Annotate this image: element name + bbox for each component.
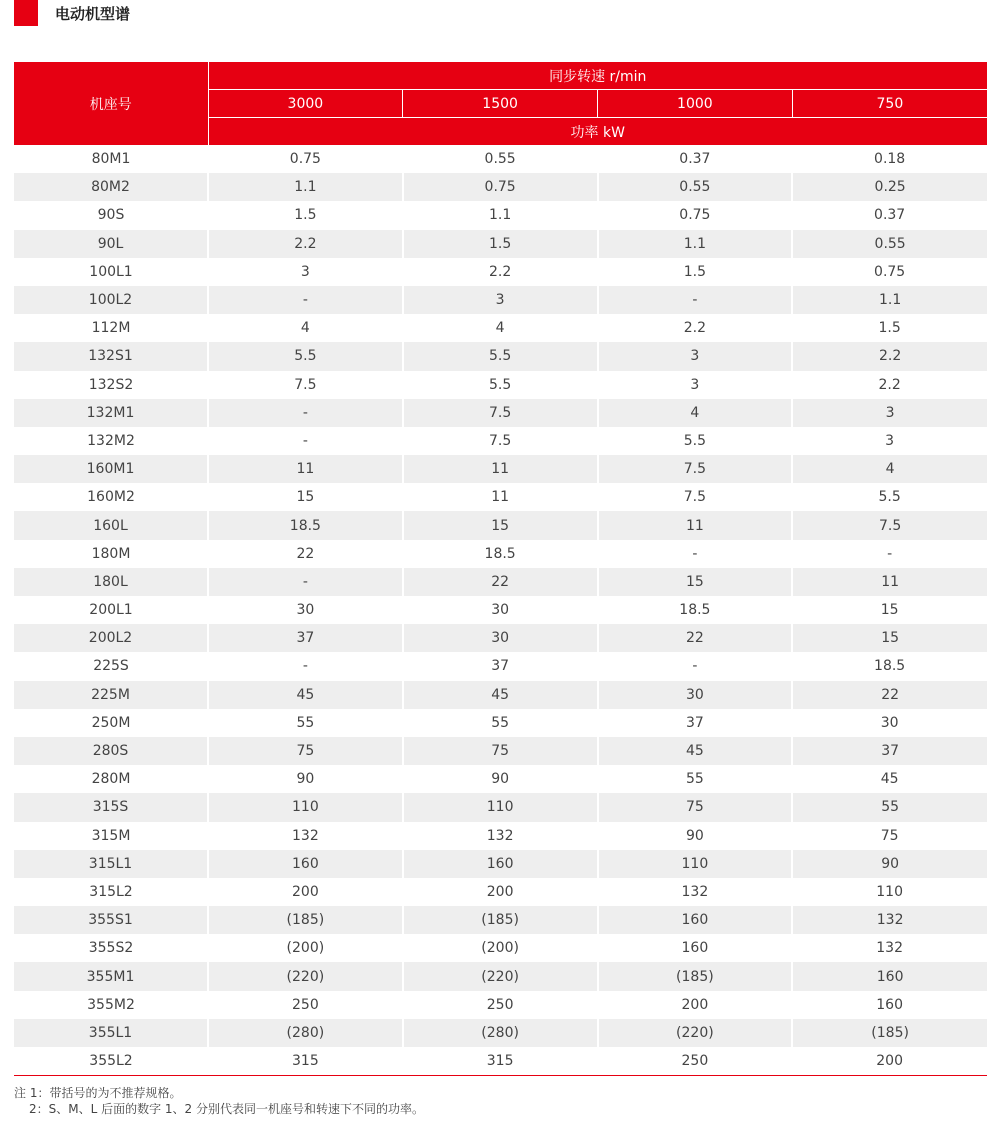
power-cell: 18.5 [484, 545, 516, 562]
power-cell: (185) [598, 962, 793, 990]
table-row [14, 399, 987, 427]
table-row [14, 201, 987, 229]
power-cell: 315 [403, 1047, 598, 1076]
power-cell: 18.5 [679, 602, 711, 619]
model-cell: 80M2 [14, 173, 208, 201]
model-cell: 90L [14, 230, 208, 258]
power-cell: 5.5 [878, 489, 901, 506]
power-cell: 250 [292, 996, 319, 1013]
model-cell: 315L2 [89, 883, 133, 900]
model-cell: 355M2 [87, 996, 135, 1013]
power-cell: 0.55 [598, 173, 793, 201]
power-cell: 315 [208, 1047, 403, 1076]
power-cell: 37 [491, 658, 510, 675]
power-cell: 30 [880, 714, 899, 731]
power-cell: 15 [598, 568, 793, 596]
power-cell: 200 [486, 883, 514, 900]
power-cell: 132 [876, 940, 903, 957]
page-title: 电动机型谱 [55, 4, 131, 23]
power-cell: 110 [598, 850, 793, 878]
power-cell: 1.5 [403, 230, 598, 258]
power-cell: (200) [286, 940, 325, 957]
power-cell: 18.5 [874, 658, 906, 675]
model-cell: 355M1 [14, 962, 208, 990]
power-cell: 90 [491, 771, 510, 788]
power-cell: 11 [792, 568, 987, 596]
table-row [14, 427, 987, 455]
power-cell: 11 [208, 455, 403, 483]
red-square-icon [14, 0, 38, 26]
speed-header-3000: 3000 [208, 90, 403, 118]
table-row [14, 765, 987, 793]
power-cell: 3 [598, 342, 793, 370]
power-cell: 22 [598, 624, 793, 652]
power-cell: 3 [300, 263, 310, 280]
power-cell: 1.1 [792, 286, 987, 314]
table-row [14, 230, 987, 258]
speed-header-1000: 1000 [598, 90, 793, 118]
power-cell: 160 [403, 850, 598, 878]
table-row [14, 934, 987, 962]
power-cell: 200 [292, 883, 319, 900]
power-unit-header: 功率 kW [208, 118, 987, 146]
model-cell: 112M [91, 320, 131, 337]
model-cell: 90S [97, 207, 125, 224]
power-cell: (220) [403, 962, 598, 990]
power-cell: 3 [403, 286, 598, 314]
model-cell: 315S [14, 793, 208, 821]
power-cell: 7.5 [403, 399, 598, 427]
power-cell: 30 [403, 624, 598, 652]
model-cell: 160L [14, 511, 208, 539]
power-cell: 132 [792, 906, 987, 934]
power-cell: 7.5 [598, 455, 793, 483]
power-cell: 90 [685, 827, 704, 844]
speed-header-1500: 1500 [403, 90, 598, 118]
table-row [14, 314, 987, 342]
section-header [14, 0, 130, 26]
model-cell: 180M [91, 545, 131, 562]
power-cell: - [302, 432, 308, 449]
power-cell: - [208, 399, 403, 427]
power-cell: 0.37 [679, 151, 711, 168]
table-row [14, 878, 987, 906]
power-cell: 110 [403, 793, 598, 821]
table-row [14, 991, 987, 1019]
power-cell: 160 [792, 962, 987, 990]
model-cell: 355S1 [14, 906, 208, 934]
model-column-header: 机座号 [14, 62, 208, 145]
power-cell: 55 [792, 793, 987, 821]
table-row [14, 145, 987, 173]
power-cell: 0.55 [792, 230, 987, 258]
model-cell: 315M [91, 827, 131, 844]
footnote-2: 2：S、M、L 后面的数字 1、2 分别代表同一机座号和转速下不同的功率。 [29, 1102, 425, 1116]
power-cell: 37 [792, 737, 987, 765]
model-cell: 315L1 [14, 850, 208, 878]
model-cell: 132M1 [14, 399, 208, 427]
footnotes [14, 1085, 424, 1117]
power-cell: 7.5 [792, 511, 987, 539]
table-row [14, 596, 987, 624]
power-cell: 1.5 [294, 207, 317, 224]
power-cell: 55 [491, 714, 510, 731]
table-row [14, 511, 987, 539]
table-row [14, 455, 987, 483]
power-cell: 0.75 [403, 173, 598, 201]
power-cell: 132 [292, 827, 319, 844]
power-cell: 3 [885, 432, 895, 449]
power-cell: 45 [880, 771, 899, 788]
power-cell: 22 [792, 681, 987, 709]
speed-header-750: 750 [792, 90, 987, 118]
model-cell: 160M1 [14, 455, 208, 483]
power-cell: 0.37 [874, 207, 906, 224]
power-cell: 2.2 [792, 342, 987, 370]
model-cell: 355L1 [14, 1019, 208, 1047]
power-cell: 22 [403, 568, 598, 596]
power-cell: (280) [403, 1019, 598, 1047]
power-cell: 15 [403, 511, 598, 539]
power-cell: 75 [403, 737, 598, 765]
power-cell: 11 [491, 489, 510, 506]
model-cell: 100L2 [14, 286, 208, 314]
power-cell: (185) [403, 906, 598, 934]
power-cell: 30 [491, 602, 510, 619]
model-cell: 250M [91, 714, 131, 731]
model-cell: 355L2 [14, 1047, 208, 1076]
power-cell: 160 [598, 906, 793, 934]
power-cell: 45 [403, 681, 598, 709]
model-cell: 160M2 [87, 489, 135, 506]
power-cell: 15 [792, 624, 987, 652]
table-row [14, 371, 987, 399]
model-cell: 355S2 [88, 940, 134, 957]
power-cell: 2.2 [208, 230, 403, 258]
power-cell: - [302, 658, 308, 675]
power-cell: - [208, 568, 403, 596]
model-cell: 80M1 [91, 151, 131, 168]
power-cell: 37 [208, 624, 403, 652]
power-cell: 1.1 [208, 173, 403, 201]
power-cell: 22 [296, 545, 315, 562]
power-cell: 30 [598, 681, 793, 709]
table-row [14, 962, 987, 990]
table-row [14, 173, 987, 201]
table-body [14, 145, 987, 1076]
model-cell: 132S2 [88, 376, 134, 393]
model-cell: 200L1 [89, 602, 133, 619]
power-cell: (200) [481, 940, 519, 957]
power-cell: 90 [296, 771, 315, 788]
power-cell: 37 [685, 714, 704, 731]
power-cell: 0.75 [874, 263, 906, 280]
model-cell: 180L [14, 568, 208, 596]
power-cell: 55 [685, 771, 704, 788]
table-row [14, 286, 987, 314]
power-cell: (220) [598, 1019, 793, 1047]
power-cell: 55 [296, 714, 315, 731]
power-cell: (185) [792, 1019, 987, 1047]
speed-group-header: 同步转速 r/min [208, 62, 987, 90]
model-cell: 225S [93, 658, 129, 675]
power-cell: 5.5 [208, 342, 403, 370]
power-cell: 7.5 [294, 376, 317, 393]
power-cell: 1.1 [488, 207, 512, 224]
power-cell: 160 [681, 940, 709, 957]
power-cell: - [887, 545, 893, 562]
table-row [14, 483, 987, 511]
power-cell: 15 [296, 489, 315, 506]
power-cell: 5.5 [683, 432, 706, 449]
power-cell: 200 [681, 996, 709, 1013]
power-cell: 11 [598, 511, 793, 539]
table-row [14, 1019, 987, 1047]
table-row [14, 822, 987, 850]
power-cell: 75 [880, 827, 899, 844]
power-cell: 132 [681, 883, 709, 900]
footnote-1: 注 1：带括号的为不推荐规格。 [14, 1086, 182, 1100]
power-cell: 75 [208, 737, 403, 765]
power-cell: 200 [792, 1047, 987, 1076]
power-cell: 45 [598, 737, 793, 765]
table-row [14, 906, 987, 934]
power-cell: 110 [876, 883, 903, 900]
power-cell: 3 [690, 376, 700, 393]
power-cell: 7.5 [488, 432, 512, 449]
table-row [14, 709, 987, 737]
power-cell: 2.2 [878, 376, 901, 393]
table-row [14, 540, 987, 568]
power-cell: 30 [296, 602, 315, 619]
power-cell: - [692, 658, 698, 675]
model-cell: 100L1 [89, 263, 133, 280]
power-cell: 250 [486, 996, 514, 1013]
power-cell: 0.25 [792, 173, 987, 201]
power-cell: 15 [880, 602, 899, 619]
power-cell: 11 [403, 455, 598, 483]
power-cell: 110 [208, 793, 403, 821]
power-cell: - [598, 286, 793, 314]
power-cell: (185) [208, 906, 403, 934]
power-cell: 5.5 [488, 376, 512, 393]
power-cell: (220) [208, 962, 403, 990]
table-row [14, 568, 987, 596]
power-cell: 4 [300, 320, 310, 337]
power-cell: - [692, 545, 698, 562]
power-cell: 4 [495, 320, 505, 337]
power-cell: 0.75 [289, 151, 321, 168]
model-cell: 132S1 [14, 342, 208, 370]
power-cell: 90 [792, 850, 987, 878]
table-header [14, 62, 987, 145]
table-row [14, 624, 987, 652]
table-row [14, 737, 987, 765]
power-cell: 4 [598, 399, 793, 427]
table-row [14, 1047, 987, 1076]
table-row [14, 342, 987, 370]
table-row [14, 850, 987, 878]
table-row [14, 258, 987, 286]
model-cell: 280S [14, 737, 208, 765]
model-cell: 280M [91, 771, 131, 788]
power-cell: 0.55 [484, 151, 516, 168]
power-cell: 18.5 [208, 511, 403, 539]
model-cell: 200L2 [14, 624, 208, 652]
power-cell: 250 [598, 1047, 793, 1076]
motor-spec-table [14, 62, 987, 1076]
power-cell: (280) [208, 1019, 403, 1047]
model-cell: 225M [14, 681, 208, 709]
power-cell: 1.5 [683, 263, 706, 280]
power-cell: 75 [598, 793, 793, 821]
table-row [14, 793, 987, 821]
power-cell: 45 [208, 681, 403, 709]
power-cell: 7.5 [683, 489, 706, 506]
power-cell: 2.2 [683, 320, 706, 337]
power-cell: 3 [792, 399, 987, 427]
power-cell: 1.5 [878, 320, 901, 337]
power-cell: 132 [486, 827, 514, 844]
power-cell: 1.1 [598, 230, 793, 258]
power-cell: - [208, 286, 403, 314]
model-cell: 132M2 [87, 432, 135, 449]
power-cell: 160 [208, 850, 403, 878]
power-cell: 5.5 [403, 342, 598, 370]
table-row [14, 652, 987, 680]
power-cell: 160 [876, 996, 903, 1013]
table-row [14, 681, 987, 709]
power-cell: 2.2 [488, 263, 512, 280]
power-cell: 0.75 [679, 207, 711, 224]
power-cell: 4 [792, 455, 987, 483]
power-cell: 0.18 [874, 151, 906, 168]
